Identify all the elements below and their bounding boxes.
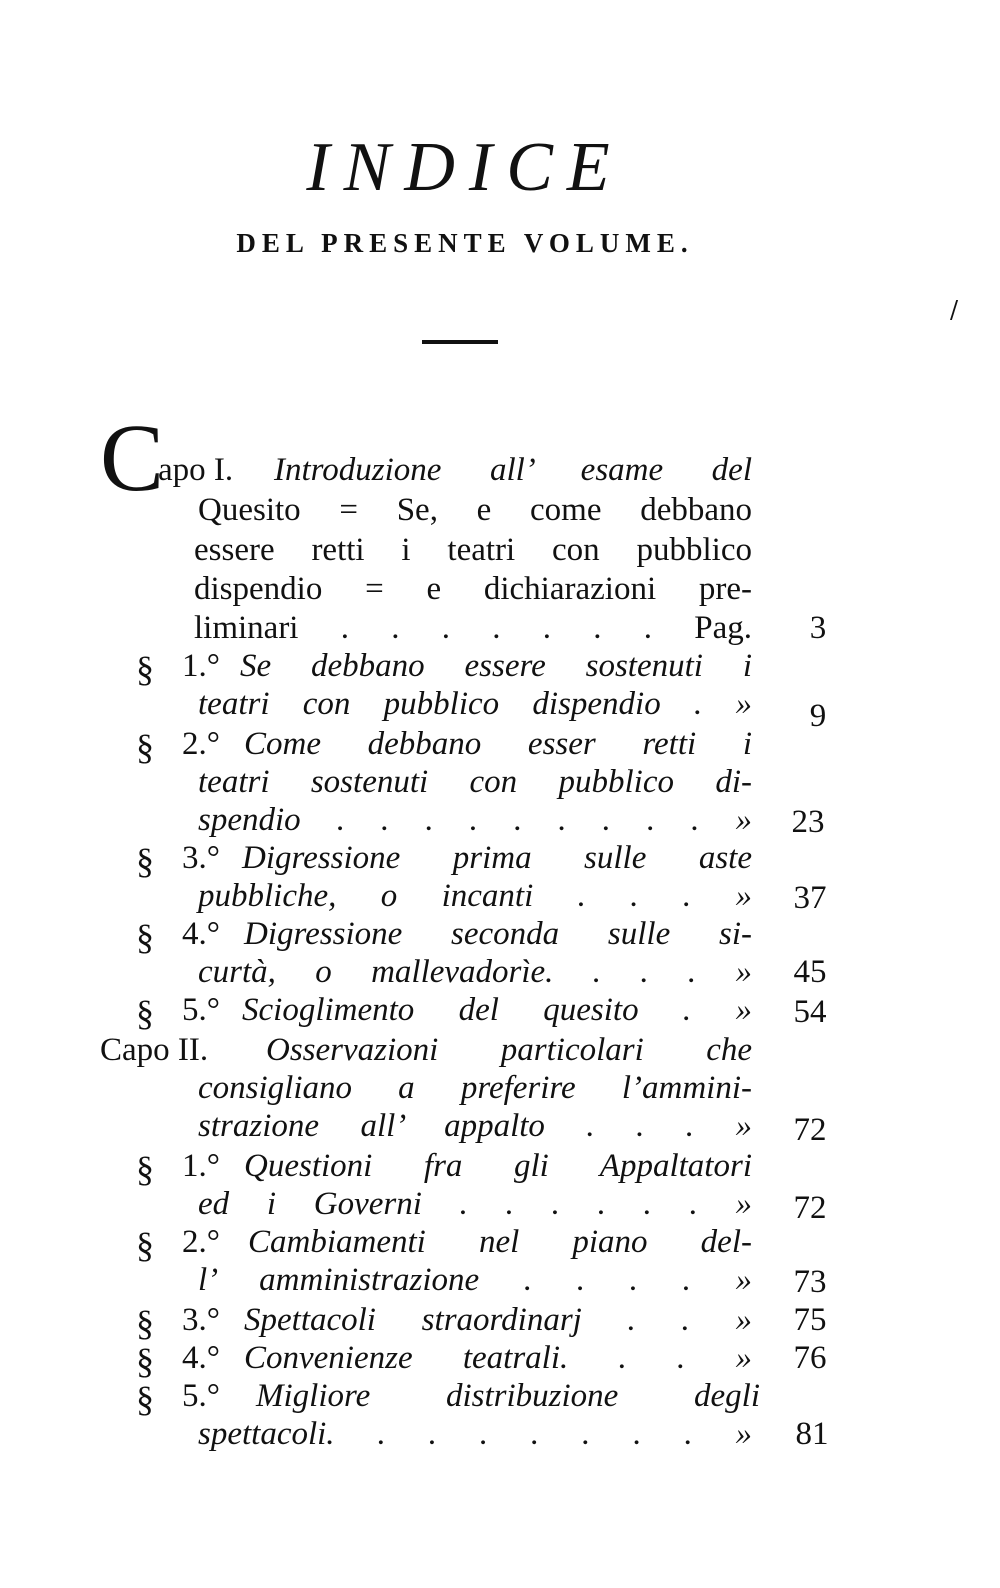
section-symbol: §	[136, 1341, 154, 1381]
toc-line: Quesito = Se, e come debbano	[198, 492, 752, 528]
toc-line: Introduzione all’ esame del	[274, 452, 752, 488]
toc-line: Scioglimento del quesito . »	[242, 992, 752, 1028]
toc-line: Se debbano essere sostenuti i	[240, 648, 752, 684]
toc-line: curtà, o mallevadorìe. . . . »	[198, 954, 752, 990]
section-number: 2.°	[182, 1224, 220, 1260]
section-number: 1.°	[182, 1148, 220, 1184]
toc-line: pubbliche, o incanti . . . »	[198, 878, 752, 914]
section-number: 1.°	[182, 648, 220, 684]
toc-line: dispendio = e dichiarazioni pre-	[194, 571, 752, 607]
toc-line: essere retti i teatri con pubblico	[194, 532, 752, 568]
toc-line: strazione all’ appalto . . . »	[198, 1108, 752, 1144]
page-number: 23	[791, 804, 825, 840]
toc-line: consigliano a preferire l’ammini-	[198, 1070, 752, 1106]
toc-line: Convenienze teatrali. . . »	[244, 1340, 752, 1376]
toc-line: liminari . . . . . . . Pag.	[194, 610, 752, 646]
section-number: 3.°	[182, 840, 220, 876]
section-symbol: §	[136, 993, 154, 1033]
section-symbol: §	[136, 727, 154, 767]
toc-line: l’ amministrazione . . . . »	[198, 1262, 752, 1298]
drop-cap: C	[100, 404, 165, 511]
page-number: 54	[793, 994, 827, 1030]
toc-line: Come debbano esser retti i	[244, 726, 752, 762]
toc-line: spendio . . . . . . . . . »	[198, 802, 752, 838]
toc-line: Cambiamenti nel piano del-	[248, 1224, 752, 1260]
section-symbol: §	[136, 1303, 154, 1343]
capo1-label: apo I.	[158, 452, 234, 488]
page-number: 37	[793, 880, 827, 916]
section-number: 4.°	[182, 1340, 220, 1376]
page-number: 9	[809, 698, 827, 734]
toc-line: Osservazioni particolari che	[266, 1032, 752, 1068]
toc-line: Spettacoli straordinarj . . »	[244, 1302, 752, 1338]
capo2-label: Capo II.	[100, 1032, 209, 1068]
toc-line: Questioni fra gli Appaltatori	[244, 1148, 752, 1184]
toc-line: ed i Governi . . . . . . »	[198, 1186, 752, 1222]
section-number: 4.°	[182, 916, 220, 952]
toc-line: teatri sostenuti con pubblico di-	[198, 764, 752, 800]
page-number: 72	[793, 1190, 827, 1226]
toc-line: Digressione seconda sulle si-	[244, 916, 752, 952]
section-symbol: §	[136, 1149, 154, 1189]
section-number: 5.°	[182, 992, 220, 1028]
page-number: 45	[793, 954, 827, 990]
page-number: 72	[793, 1112, 827, 1148]
page-subtitle: DEL PRESENTE VOLUME.	[236, 228, 694, 258]
page-number: 81	[795, 1416, 829, 1452]
toc-line: Migliore distribuzione degli	[256, 1378, 760, 1414]
section-number: 5.°	[182, 1378, 220, 1414]
section-symbol: §	[136, 917, 154, 957]
stray-mark: /	[950, 296, 959, 324]
toc-line: teatri con pubblico dispendio . »	[198, 686, 752, 722]
page-number: 75	[793, 1302, 827, 1338]
toc-line: Digressione prima sulle aste	[242, 840, 752, 876]
page-title: INDICE	[306, 129, 624, 206]
page-number: 73	[793, 1264, 827, 1300]
page-number: 3	[809, 610, 827, 646]
section-number: 2.°	[182, 726, 220, 762]
section-symbol: §	[136, 841, 154, 881]
section-symbol: §	[136, 1225, 154, 1265]
page-number: 76	[793, 1340, 827, 1376]
section-number: 3.°	[182, 1302, 220, 1338]
section-symbol: §	[136, 1379, 154, 1419]
section-symbol: §	[136, 649, 154, 689]
toc-line: spettacoli. . . . . . . . »	[198, 1416, 752, 1452]
